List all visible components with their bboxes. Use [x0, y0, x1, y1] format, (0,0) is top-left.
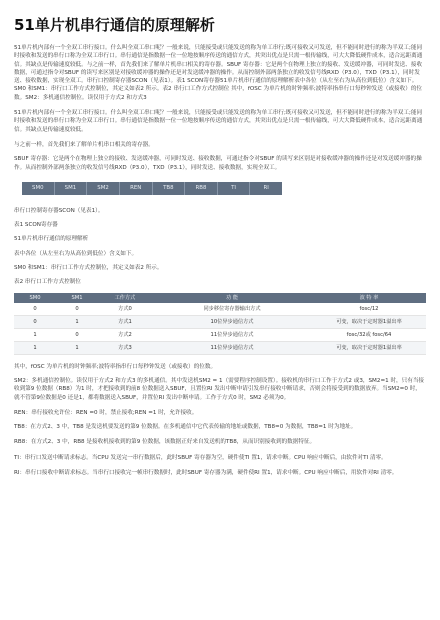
cell: 1: [56, 341, 98, 354]
cell: 1: [14, 328, 56, 341]
cell: 可变，取决于定时器1溢出率: [312, 315, 426, 328]
cell: fosc/32或 fosc/64: [312, 328, 426, 341]
cell: 10位异步通信方式: [152, 315, 312, 328]
after-paragraph-5: RB8：在方式2、3 中，RB8 是接收机接收到的第9 位数据，该数据正好来自发送机的TB8，从而识别接收到的数据特征。: [14, 439, 316, 446]
caption-sm0-sm1: SM0 和SM1：串行口工作方式控制位，其定义如表2 所示。: [14, 265, 163, 272]
body-paragraph-3: SBUF 寄存器：它是两个在物理上独立的接收、发送缓冲器，可同时发送、接收数据，可通过指令对SBUF 的读写来区别是对接收缓冲器的操作还是对发送缓冲器的操作。从而控制外部两条独立的收发信号线RXD（P3.0），TXD（P3.1），同时发送、接收数据，实现全双工。: [14, 156, 422, 171]
register-bit: TB8: [153, 182, 186, 195]
header-sm1: SM1: [56, 293, 98, 303]
table-row: [14, 303, 426, 316]
cell: 同步移位寄存器输出方式: [152, 303, 312, 316]
intro-paragraph: 51单片机内部有一个全双工串行接口。什么叫全双工串口呢？一般来说，只能接受或只能发送的称为单工串行;既可接收又可发送，但不能同时进行的称为半双工;能同时接收和发送的串行口称为全双工串行口。串行通信是指数据一位一位地按顺序传送的通信方式，其突出优点是只需一根传输线，可大大降低硬件成本，适合远距离通信。其缺点是传输速度较低。与之前一样，首先我们来了解单片机串口相关的寄存器。SBUF 寄存器：它是两个在物理上独立的接收、发送缓冲器，可同时发送、接收数据，可通过指令对SBUF 的读写来区别是对接收缓冲器的操作还是对发送缓冲器的操作。从而控制外部两条独立的收发信号线RXD（P3.0），TXD（P3.1），同时发送、接收数据，实现全双工。串行口控制寄存器SCON（见表1）。表1 SCON寄存器51单片机串行通信的原理解析表中各位（从左至右为从高位到低位）含义如下。SM0 和SM1：串行口工作方式控制位，其定义如表2 所示。表2 串行口工作方式控制位 其中，fOSC 为单片机的时钟频率;波特率指串行口每秒钟发送（或接收）的位数。SM2：多机通信控制位。读仅用于方式2 和方式3: [14, 45, 423, 101]
cell: 0: [56, 328, 98, 341]
cell: 1: [56, 315, 98, 328]
cell: 方式1: [98, 315, 152, 328]
table-row: [14, 315, 426, 328]
cell: 0: [14, 303, 56, 316]
after-paragraph-2: SM2：多机通信控制位。读仅用于方式2 和方式3 的多机通信。其中发送机SM2 = 1（需要程序控制设置）。接收机的串行口工作于方式2 或3，SM2=1 时，只有当接收到第9 位数据（RB8）为1 时，才把接收到的前8 位数据送入SBUF，且置位RI 发出中断申请引发串行接收中断请求，否则会将接受到的数据放弃。当SM2=0 时，就不管第9位数据是0 还是1，都将数据送入SBUF，并置位RI 发出中断申请。工作于方式0 时，SM2 必须为0。: [14, 377, 425, 401]
caption-table1: 表1 SCON寄存器: [14, 222, 58, 229]
register-bit: RI: [250, 182, 282, 195]
caption-scon: 串行口控制寄存器SCON（见表1）。: [14, 207, 104, 214]
header-function: 功 能: [152, 293, 312, 303]
cell: 0: [56, 303, 98, 316]
header-mode: 工作方式: [98, 293, 152, 303]
after-paragraph-3: REN：串行接收允许位：REN =0 时，禁止接收;REN =1 时，允许接收。: [14, 409, 198, 416]
after-paragraph-1: 其中，fOSC 为单片机的时钟频率;波特率指串行口每秒钟发送（或接收）的位数。: [14, 363, 217, 370]
cell: 可变，取决于定时器1溢出率: [312, 341, 426, 354]
caption-title-repeat: 51单片机串行通信的原理解析: [14, 236, 89, 243]
table-row: [14, 328, 426, 341]
cell: 方式2: [98, 328, 152, 341]
cell: 1: [14, 341, 56, 354]
cell: 11位异步通信方式: [152, 341, 312, 354]
after-paragraph-7: RI：串行口接收中断请求标志。当串行口接收完一帧串行数据时，此时SBUF 寄存器为满，硬件使RI 置1，请求中断。CPU 响应中断后，用软件对RI 清零。: [14, 470, 398, 477]
cell: fosc/12: [312, 303, 426, 316]
register-bit: SM1: [55, 182, 88, 195]
header-sm0: SM0: [14, 293, 56, 303]
document-title: 51单片机串行通信的原理解析: [14, 16, 215, 34]
cell: 方式3: [98, 341, 152, 354]
register-bit: SM0: [22, 182, 55, 195]
header-baud: 波 特 率: [312, 293, 426, 303]
body-paragraph-1: 51单片机内部有一个全双工串行接口。什么叫全双工串口呢？一般来说，只能接受或只能发送的称为单工串行;既可接收又可发送，但不能同时进行的称为半双工;能同时接收和发送的串行口称为全双工串行口。串行通信是指数据一位一位地按顺序传送的通信方式，其突出优点是只需一根传输线，可大大降低硬件成本，适合远距离通信。其缺点是传输速度较低。: [14, 110, 423, 133]
cell: 方式0: [98, 303, 152, 316]
register-bit: TI: [218, 182, 251, 195]
table-row: [14, 341, 426, 354]
mode-table: [14, 293, 426, 355]
caption-table2: 表2 串行口工作方式控制位: [14, 279, 81, 286]
register-bit: RB8: [185, 182, 218, 195]
cell: 11位异步通信方式: [152, 328, 312, 341]
mode-table-header: [14, 293, 426, 303]
scon-register-diagram: [22, 182, 282, 195]
after-paragraph-6: TI：串行口发送中断请求标志。当CPU 发送完一串行数据后，此时SBUF 寄存器为空，硬件使TI 置1，请求中断。CPU 响应中断后，由软件对TI 清零。: [14, 454, 387, 461]
cell: 0: [14, 315, 56, 328]
caption-bit-order: 表中各位（从左至右为从高位到低位）含义如下。: [14, 250, 138, 257]
register-bit: SM2: [87, 182, 120, 195]
body-paragraph-2: 与之前一样，首先我们来了解单片机串口相关的寄存器。: [14, 141, 154, 148]
register-bit: REN: [120, 182, 153, 195]
after-paragraph-4: TB8：在方式2、3 中，TB8 是发送机要发送的第9 位数据。在多机通信中它代表传输的地址或数据，TB8=0 为数据，TB8=1 时为地址。: [14, 424, 357, 431]
